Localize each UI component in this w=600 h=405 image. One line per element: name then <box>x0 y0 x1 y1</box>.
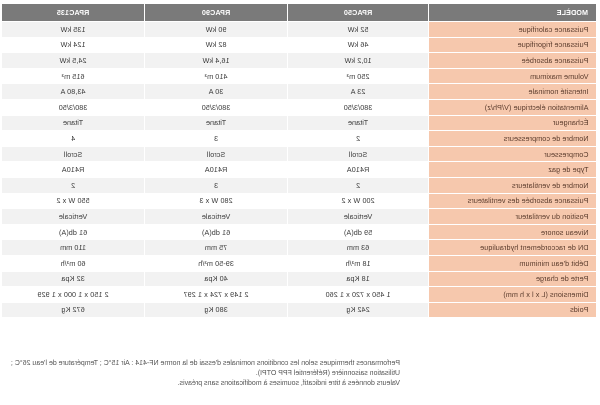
cell-value: 90 kW <box>145 22 288 38</box>
table-row <box>2 84 597 100</box>
cell-value: 2 149 x 724 x 1 297 <box>145 287 288 303</box>
header-rpac90: RPAC90 <box>145 4 288 22</box>
cell-value: 380 Kg <box>145 302 288 318</box>
row-label: Échangeur <box>429 115 597 131</box>
row-label: Puissance frigorifique <box>429 37 597 53</box>
row-label: Poids <box>429 302 597 318</box>
row-label: Perte de charge <box>429 271 597 287</box>
row-label: Débit d'eau minimum <box>429 255 597 271</box>
cell-value: 550 W x 2 <box>2 193 145 209</box>
row-label: Dimensions (L x l x h mm) <box>429 287 597 303</box>
cell-value: 2 <box>288 177 429 193</box>
table-row <box>2 162 597 178</box>
table-row <box>2 302 597 318</box>
cell-value: 16,4 kW <box>145 53 288 69</box>
cell-value: 10,2 kW <box>288 53 429 69</box>
cell-value: Verticale <box>2 209 145 225</box>
cell-value: 61 db(A) <box>2 224 145 240</box>
cell-value: Scroll <box>2 146 145 162</box>
table-row <box>2 271 597 287</box>
row-label: Compresseur <box>429 146 597 162</box>
table-row <box>2 22 597 38</box>
cell-value: 615 m³ <box>2 68 145 84</box>
cell-value: 672 Kg <box>2 302 145 318</box>
cell-value: Verticale <box>288 209 429 225</box>
cell-value: 52 kW <box>288 22 429 38</box>
cell-value: 18 m³/h <box>288 255 429 271</box>
cell-value: 18 Kpa <box>288 271 429 287</box>
row-label: Volume maximum <box>429 68 597 84</box>
table-header-row <box>2 4 597 22</box>
row-label: Nombre de compresseurs <box>429 131 597 147</box>
cell-value: 2 <box>2 177 145 193</box>
table-row <box>2 146 597 162</box>
cell-value: 280 W x 3 <box>145 193 288 209</box>
cell-value: 1 450 x 720 x 1 260 <box>288 287 429 303</box>
table-row <box>2 193 597 209</box>
cell-value: Scroll <box>145 146 288 162</box>
footnote-performance: Performances thermiques selon les conditions nominales d'essai de la norme NF-414 : Air 15°C ; Température de l'eau 26°C ; <box>10 360 400 367</box>
cell-value: 43,80 A <box>2 84 145 100</box>
row-label: Puissance calorifique <box>429 22 597 38</box>
cell-value: 3 <box>145 131 288 147</box>
table-row <box>2 37 597 53</box>
cell-value: Titane <box>2 115 145 131</box>
header-rpac135: RPAC135 <box>2 4 145 22</box>
row-label: Nombre de ventilateurs <box>429 177 597 193</box>
spec-table <box>1 3 597 318</box>
cell-value: R410A <box>145 162 288 178</box>
cell-value: 4 <box>2 131 145 147</box>
cell-value: Titane <box>145 115 288 131</box>
footnote-disclaimer: Valeurs données à titre indicatif, soumises à modifications sans préavis. <box>177 380 400 387</box>
header-model: MODÈLE <box>429 4 597 22</box>
table-row <box>2 115 597 131</box>
cell-value: 3 <box>145 177 288 193</box>
table-row <box>2 68 597 84</box>
cell-value: 124 kW <box>2 37 145 53</box>
row-label: DN de raccordement hydraulique <box>429 240 597 256</box>
cell-value: 24,5 kW <box>2 53 145 69</box>
table-row <box>2 177 597 193</box>
table-row <box>2 53 597 69</box>
cell-value: 61 db(A) <box>145 224 288 240</box>
cell-value: 82 kW <box>145 37 288 53</box>
cell-value: Titane <box>288 115 429 131</box>
row-label: Type de gaz <box>429 162 597 178</box>
header-rpac50: RPAC50 <box>288 4 429 22</box>
cell-value: 200 W x 2 <box>288 193 429 209</box>
cell-value: 380/3/50 <box>288 99 429 115</box>
footnote-seasonal: Utilisation saisonnière (Référentiel FPP OTPI). <box>255 370 400 377</box>
table-row <box>2 209 597 225</box>
cell-value: 39-50 m³/h <box>145 255 288 271</box>
cell-value: 2 150 x 1 000 x 1 929 <box>2 287 145 303</box>
cell-value: 30 A <box>145 84 288 100</box>
cell-value: 75 mm <box>145 240 288 256</box>
row-label: Puissance absorbée des ventilateurs <box>429 193 597 209</box>
cell-value: Verticale <box>145 209 288 225</box>
table-row <box>2 240 597 256</box>
row-label: Intensité nominale <box>429 84 597 100</box>
cell-value: R410A <box>288 162 429 178</box>
cell-value: 2 <box>288 131 429 147</box>
cell-value: Scroll <box>288 146 429 162</box>
cell-value: 380/3/50 <box>145 99 288 115</box>
cell-value: 59 db(A) <box>288 224 429 240</box>
cell-value: R410A <box>2 162 145 178</box>
footnotes <box>5 359 400 389</box>
table-row <box>2 131 597 147</box>
cell-value: 32 Kpa <box>2 271 145 287</box>
cell-value: 250 m³ <box>288 68 429 84</box>
table-row <box>2 287 597 303</box>
cell-value: 23 A <box>288 84 429 100</box>
cell-value: 60 m³/h <box>2 255 145 271</box>
row-label: Alimentation électrique (V/Ph/z) <box>429 99 597 115</box>
table-row <box>2 224 597 240</box>
cell-value: 40 Kpa <box>145 271 288 287</box>
cell-value: 135 kW <box>2 22 145 38</box>
cell-value: 46 kW <box>288 37 429 53</box>
cell-value: 242 Kg <box>288 302 429 318</box>
row-label: Niveau sonore <box>429 224 597 240</box>
table-row <box>2 99 597 115</box>
row-label: Puissance absorbée <box>429 53 597 69</box>
cell-value: 410 m³ <box>145 68 288 84</box>
cell-value: 110 mm <box>2 240 145 256</box>
table-row <box>2 255 597 271</box>
cell-value: 63 mm <box>288 240 429 256</box>
cell-value: 380/3/50 <box>2 99 145 115</box>
row-label: Position du ventilateur <box>429 209 597 225</box>
